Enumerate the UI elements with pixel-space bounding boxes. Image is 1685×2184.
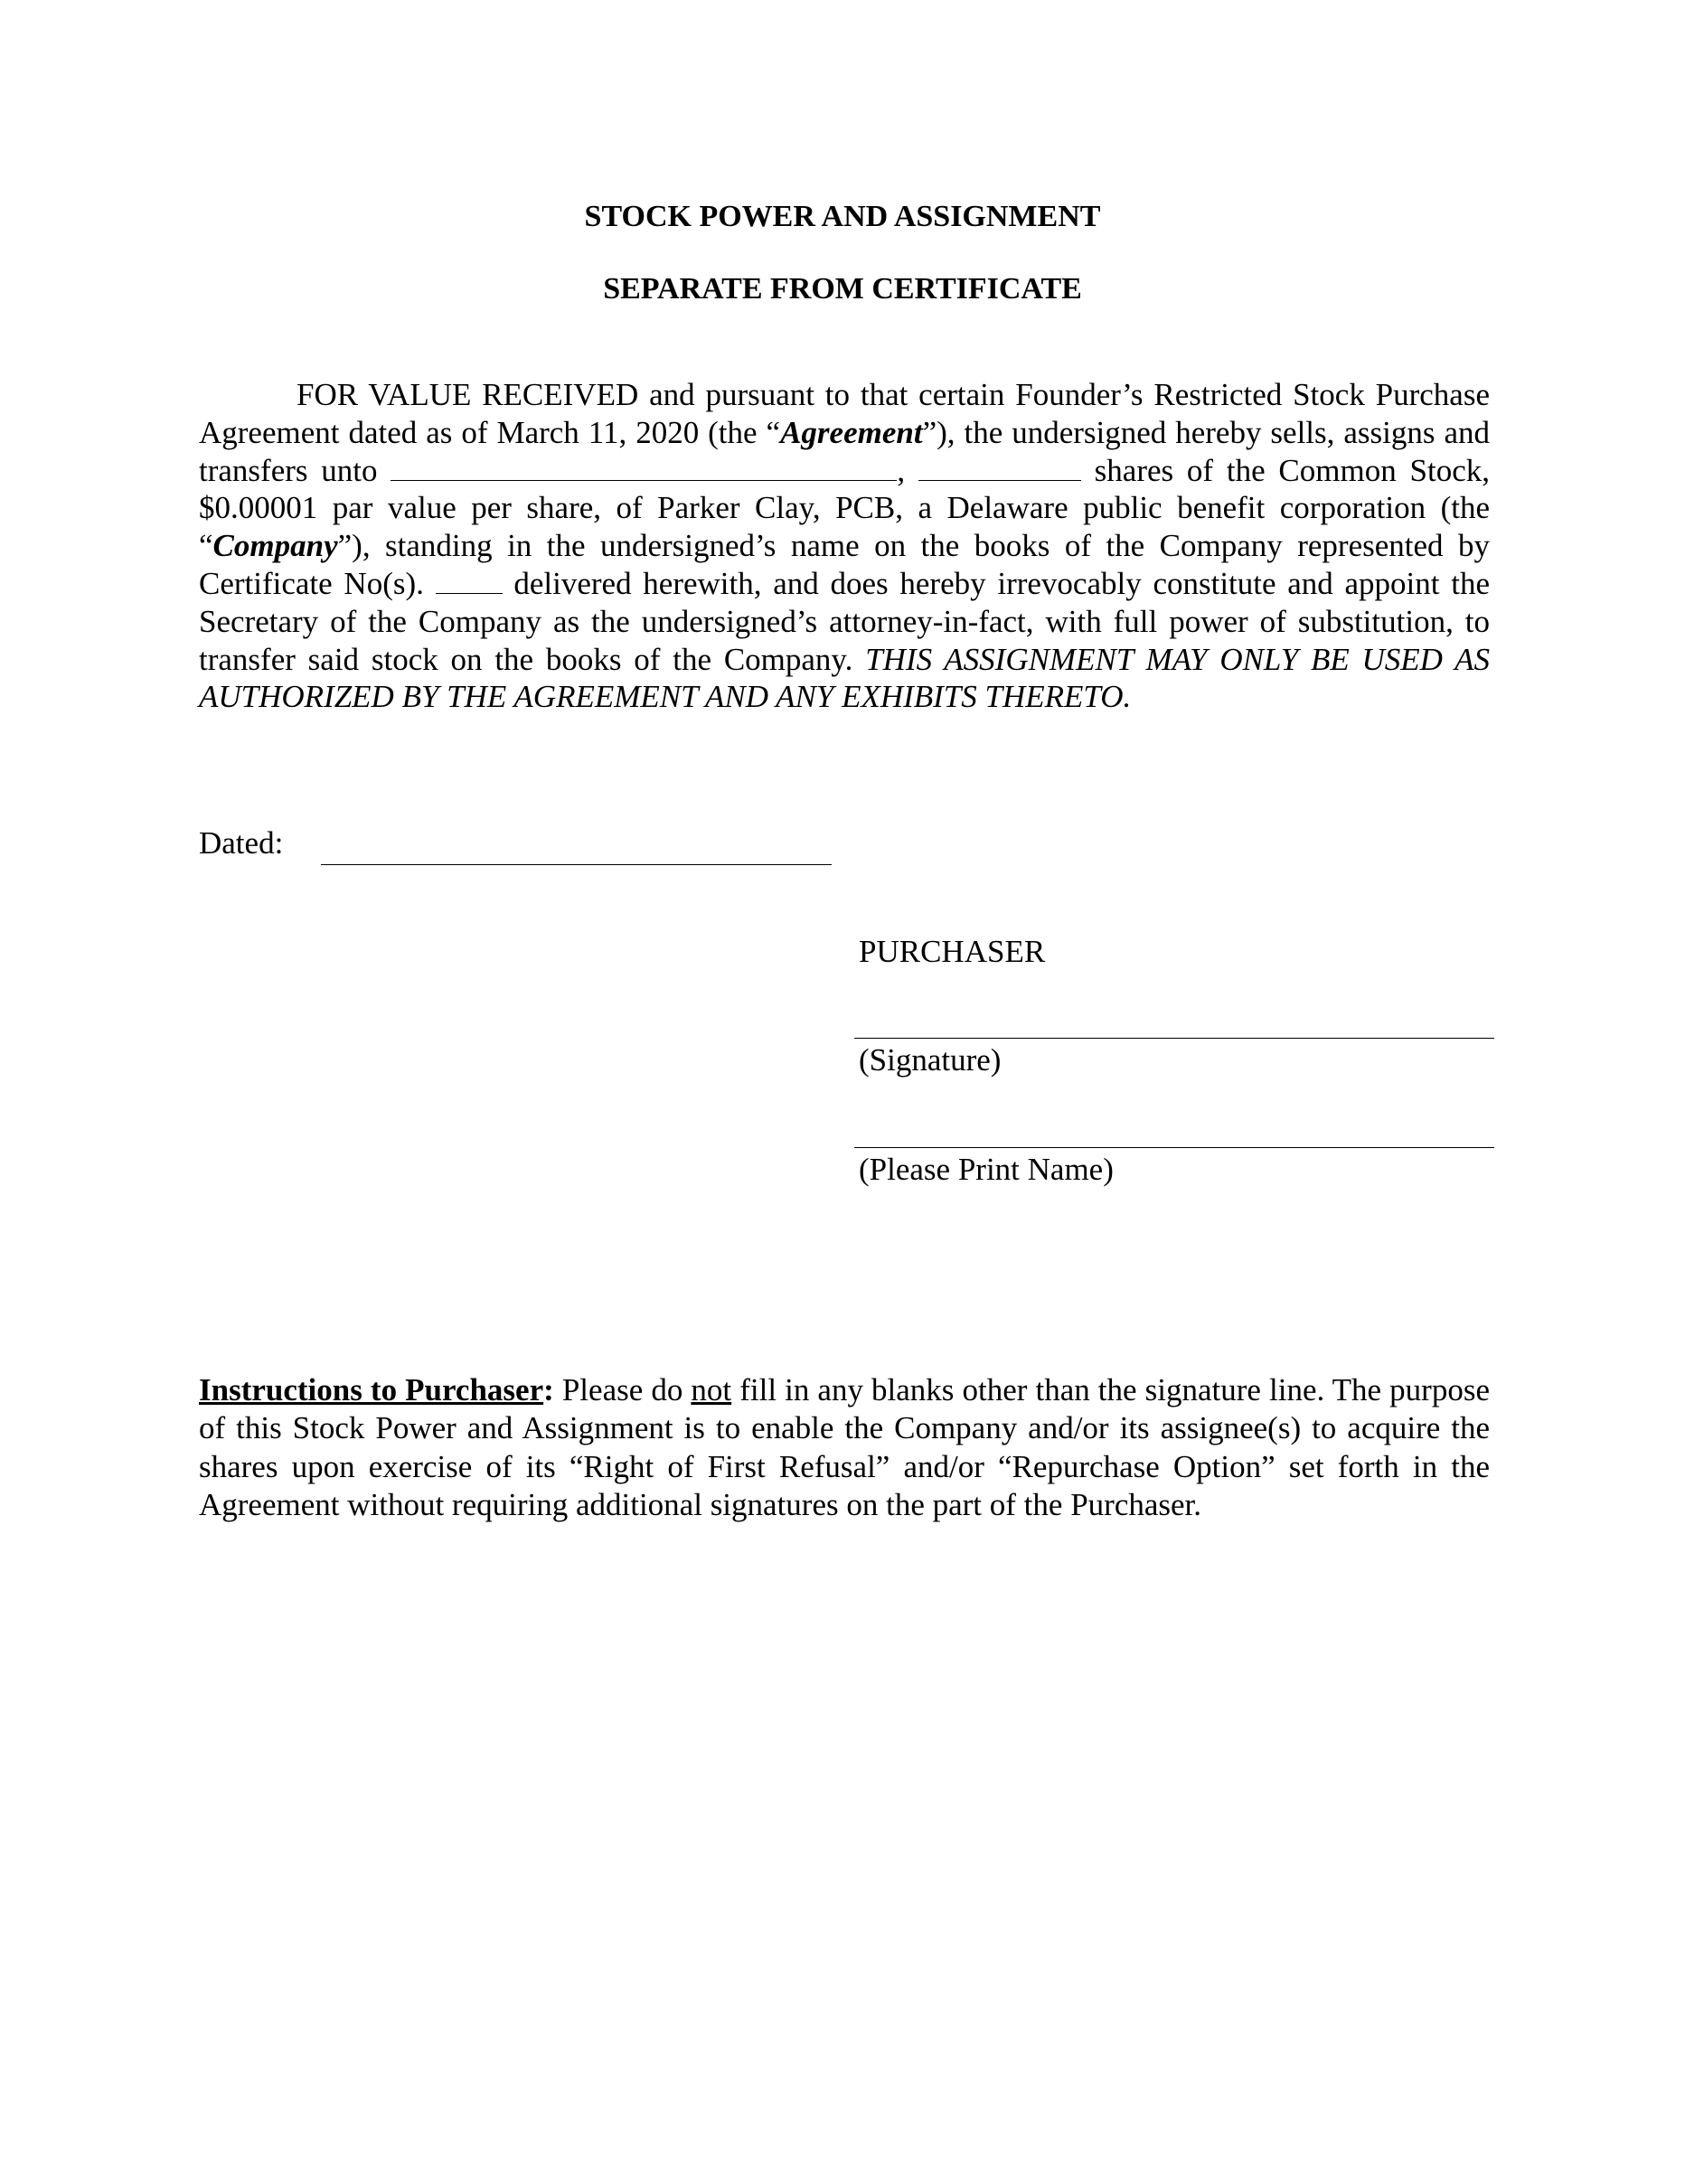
body-text-4: shares of the Common Stock, $0.00001 par value per share, of Parker Clay, PCB, a Delaware public benefit corporation (the “ [199,452,1490,564]
print-name-line[interactable] [854,1147,1494,1148]
instructions-colon: : [543,1372,554,1407]
document-subtitle: SEPARATE FROM CERTIFICATE [603,272,1082,306]
instructions-text-2: fill in any blanks other than the signature line. The purpose of this Stock Power and Assignment is to enable the Company and/or its assignee(s) to acquire the shares upon exercise of its “Right of First Refusal” and/or “Repurchase Option” set forth in the Agreement without requiring additional signatures on the part of the Purchaser. [199,1372,1490,1522]
shares-blank[interactable] [918,455,1081,481]
authorization-clause: THIS ASSIGNMENT MAY ONLY BE USED AS AUTHORIZED BY THE AGREEMENT AND ANY EXHIBITS THERETO. [199,641,1491,715]
agreement-term: Agreement [780,414,923,450]
instructions-text-1: Please do [553,1372,692,1407]
body-text-2: ”), the undersigned hereby sells, assigns and transfers unto [199,414,1490,488]
company-term: Company [212,528,338,564]
certificate-number-blank[interactable] [436,568,503,594]
purchaser-label: PURCHASER [859,934,1046,969]
transferee-blank[interactable] [391,455,897,481]
body-text-1: FOR VALUE RECEIVED and pursuant to that certain Founder’s Restricted Stock Purchase Agreement dated as of March 11, 2020 (the “ [199,377,1490,450]
instructions-emphasis: not [691,1372,732,1407]
dated-line[interactable] [321,864,832,865]
dated-label: Dated: [199,825,284,861]
body-text-5: ”), standing in the undersigned’s name on the books of the Company represented by Certificate No(s). [199,528,1490,601]
document-title: STOCK POWER AND ASSIGNMENT [584,200,1101,233]
print-name-caption: (Please Print Name) [859,1152,1114,1187]
assignment-paragraph [199,376,1490,716]
instructions-heading: Instructions to Purchaser [199,1372,544,1407]
body-text-3: , [897,452,918,488]
signature-caption: (Signature) [859,1042,1002,1078]
instructions-paragraph [199,1371,1490,1524]
body-text-6: delivered herewith, and does hereby irrevocably constitute and appoint the Secretary of the Company as the undersigned’s attorney-in-fact, with full power of substitution, to transfer said stock on the books of the Company. [199,565,1491,677]
signature-line[interactable] [854,1038,1494,1039]
